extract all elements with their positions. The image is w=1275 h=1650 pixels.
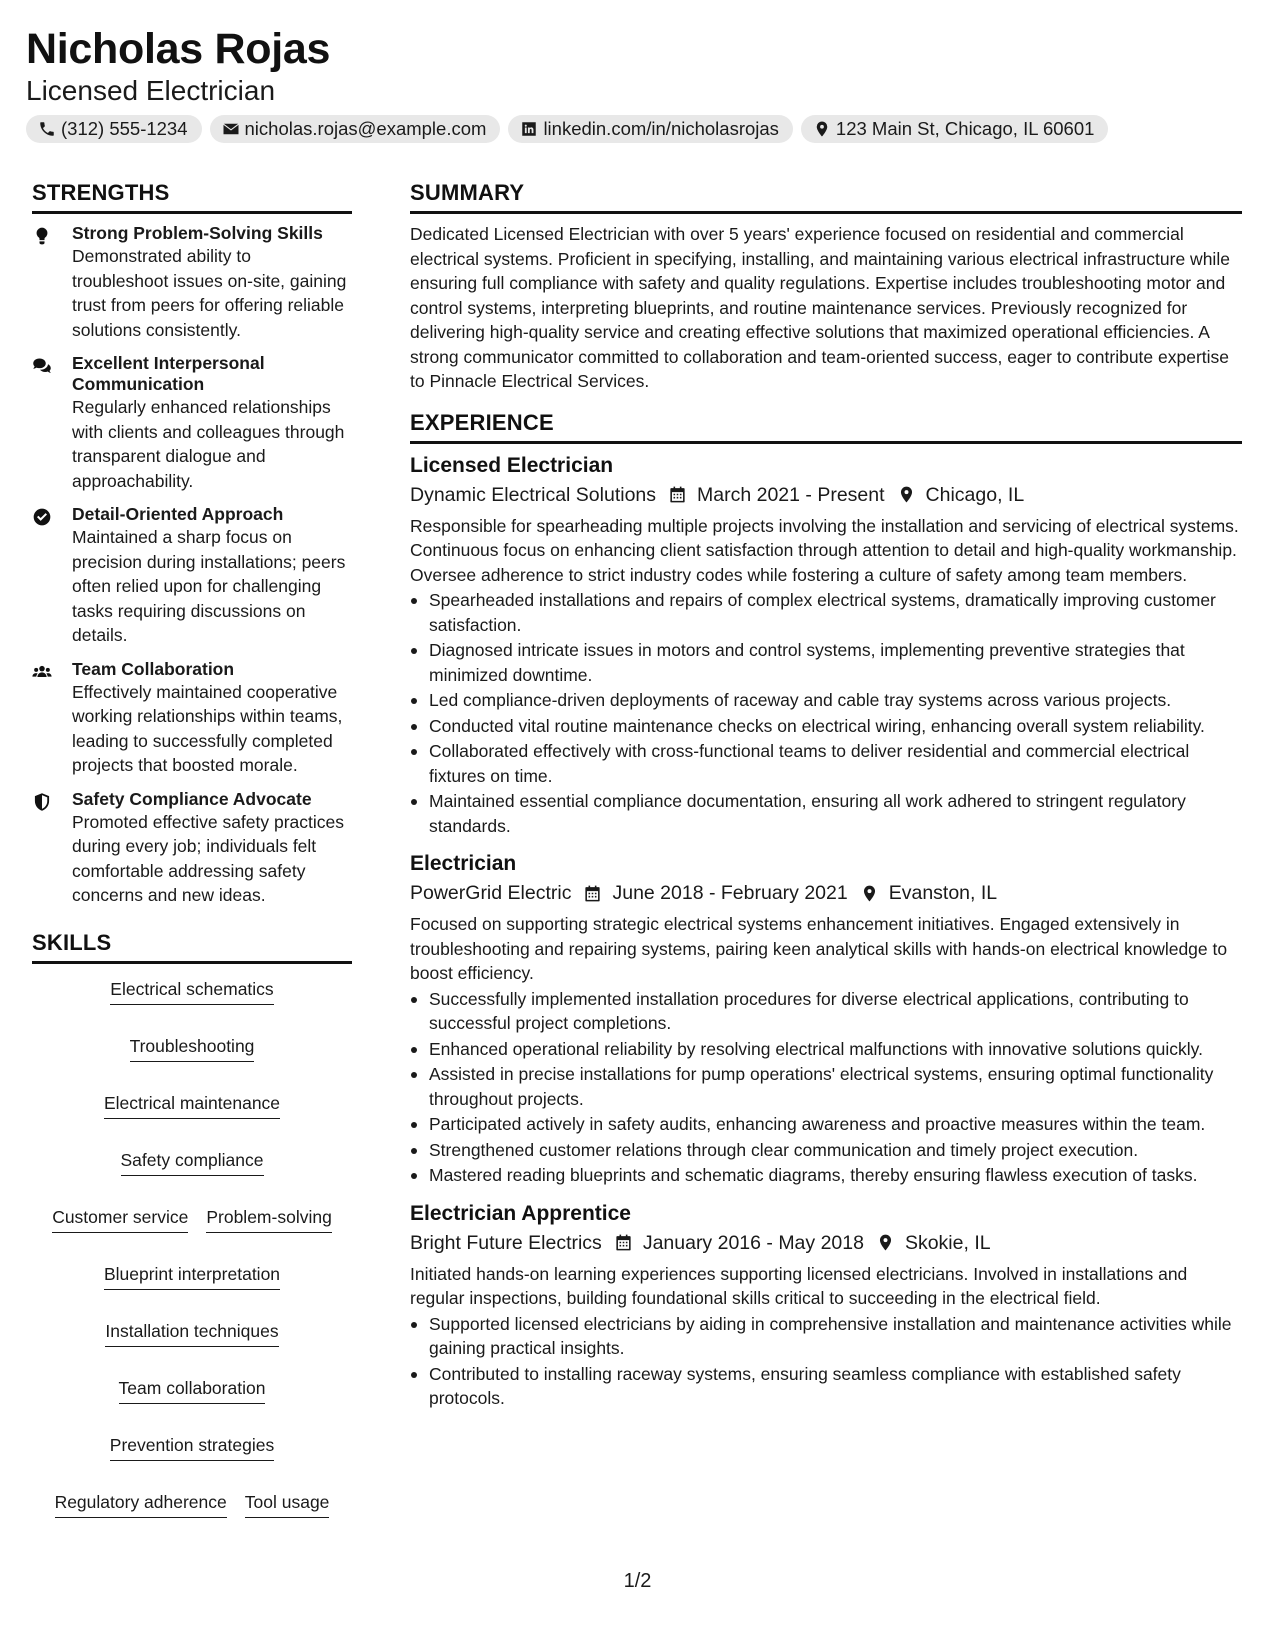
job-description: Initiated hands-on learning experiences supporting licensed electricians. Involved in installations and regular inspections, building foundational skills critical to succeeding in the electrical field.: [410, 1263, 1188, 1308]
experience-entry: [410, 1200, 1242, 1411]
strengths-list: [32, 223, 352, 908]
left-column: [32, 178, 352, 1518]
contact-address-text: 123 Main St, Chicago, IL 60601: [835, 118, 1095, 139]
job-meta: [410, 480, 1242, 510]
job-bullet: Supported licensed electricians by aiding in comprehensive installation and maintenance activities while gaining practical insights.: [410, 1312, 1242, 1361]
location-pin-icon: [813, 120, 831, 138]
linkedin-icon: [520, 120, 538, 138]
job-role: Electrician Apprentice: [410, 1201, 631, 1225]
strength-item: [32, 353, 352, 493]
check-circle-icon: [32, 507, 52, 527]
strength-title: Detail-Oriented Approach: [72, 504, 284, 524]
skill-tag: Safety compliance: [121, 1149, 264, 1176]
job-dates: June 2018 - February 2021: [612, 882, 848, 904]
candidate-name: Nicholas Rojas: [26, 25, 331, 73]
location-pin-icon: [860, 884, 879, 903]
job-dates: January 2016 - May 2018: [642, 1231, 864, 1254]
contact-address[interactable]: [801, 115, 1109, 143]
job-bullet: Strengthened customer relations through clear communication and timely project execution.: [410, 1138, 1242, 1163]
strength-description: Effectively maintained cooperative working relationships within teams, leading to successfully completed projects that boosted morale.: [72, 681, 343, 775]
experience-entry: [410, 452, 1242, 839]
strength-description: Demonstrated ability to troubleshoot issues on-site, gaining trust from peers for offering reliable solutions consistently.: [72, 246, 347, 340]
strength-item: [32, 223, 352, 342]
job-bullet: Enhanced operational reliability by resolving electrical malfunctions with innovative solutions quickly.: [410, 1037, 1242, 1062]
contact-email-text: nicholas.rojas@example.com: [244, 118, 487, 139]
page-number: 1/2: [623, 1570, 652, 1592]
job-bullet: Led compliance-driven deployments of raceway and cable tray systems across various projects.: [410, 688, 1242, 713]
contact-linkedin[interactable]: [508, 115, 792, 143]
skill-tag: Tool usage: [245, 1491, 330, 1518]
job-bullets: [410, 987, 1242, 1188]
comments-icon: [32, 356, 52, 376]
job-dates: March 2021 - Present: [697, 483, 885, 506]
job-bullet: Diagnosed intricate issues in motors and control systems, implementing preventive strategies that minimized downtime.: [410, 638, 1242, 687]
contact-linkedin-text: linkedin.com/in/nicholasrojas: [543, 118, 779, 139]
strengths-heading: STRENGTHS: [32, 178, 352, 214]
experience-heading: EXPERIENCE: [410, 408, 1242, 444]
job-bullet: Conducted vital routine maintenance checks on electrical wiring, enhancing overall system reliability.: [410, 714, 1242, 739]
contact-phone[interactable]: [26, 115, 202, 143]
job-description: Responsible for spearheading multiple projects involving the installation and servicing of electrical systems. Continuous focus on enhancing client satisfaction through attention to detail and high-quality workmanship. Oversee adherence to strict industry codes while fostering a culture of safety among team members.: [410, 515, 1239, 585]
right-column: [410, 178, 1242, 1411]
location-pin-icon: [876, 1233, 895, 1252]
summary-text: Dedicated Licensed Electrician with over 5 years' experience focused on residential and commercial electrical systems. Proficient in specifying, installing, and maintaining various electrical infrastructure while ensuring full compliance with safety and quality regulations. Expertise includes troubleshooting motor and control systems, interpreting blueprints, and routine maintenance services. Previously recognized for delivering high-quality service and creating effective solutions that maximized operational efficiencies. A strong communicator committed to collaboration and team-oriented success, eager to contribute expertise to Pinnacle Electrical Services.: [410, 224, 1230, 391]
skill-tag: Installation techniques: [105, 1320, 278, 1347]
strength-title: Team Collaboration: [72, 658, 235, 679]
skill-tag: Team collaboration: [119, 1377, 266, 1404]
skill-tag: Regulatory adherence: [55, 1491, 227, 1518]
strength-item: [32, 659, 352, 778]
job-bullet: Mastered reading blueprints and schematic diagrams, thereby ensuring flawless execution of tasks.: [410, 1163, 1242, 1188]
location-pin-icon: [897, 485, 916, 504]
strength-item: [32, 504, 352, 648]
job-description: Focused on supporting strategic electrical systems enhancement initiatives. Engaged extensively in troubleshooting and repairing systems, pairing keen analytical skills with hands-on electrical knowledge to boost efficiency.: [410, 914, 1228, 983]
job-location: Skokie, IL: [904, 1231, 991, 1254]
job-bullet: Maintained essential compliance documentation, ensuring all work adhered to stringent regulatory standards.: [410, 789, 1242, 838]
job-bullet: Spearheaded installations and repairs of complex electrical systems, dramatically improving customer satisfaction.: [410, 588, 1242, 637]
job-bullet: Contributed to installing raceway systems, ensuring seamless compliance with established safety protocols.: [410, 1362, 1242, 1411]
job-company: Bright Future Electrics: [410, 1231, 602, 1254]
skill-tag: Electrical maintenance: [104, 1092, 280, 1119]
job-bullets: [410, 588, 1242, 838]
skill-tag: Customer service: [52, 1206, 188, 1233]
job-bullet: Assisted in precise installations for pump operations' electrical systems, ensuring optimal functionality throughout projects.: [410, 1062, 1242, 1111]
job-bullet: Collaborated effectively with cross-functional teams to deliver residential and commercial electrical fixtures on time.: [410, 739, 1242, 788]
skill-tag: Blueprint interpretation: [104, 1263, 280, 1290]
users-icon: [32, 662, 52, 682]
skills-list: [32, 978, 352, 1518]
job-meta: [410, 1228, 1242, 1258]
job-bullets: [410, 1312, 1242, 1411]
summary-heading: SUMMARY: [410, 178, 1242, 214]
strength-item: [32, 789, 352, 908]
contact-phone-text: (312) 555-1234: [61, 118, 188, 139]
skill-tag: Problem-solving: [206, 1206, 331, 1233]
strength-description: Regularly enhanced relationships with clients and colleagues through transparent dialogue and approachability.: [72, 397, 345, 491]
skill-tag: Prevention strategies: [110, 1434, 274, 1461]
calendar-icon: [614, 1233, 633, 1252]
job-location: Evanston, IL: [888, 882, 998, 904]
calendar-icon: [583, 884, 602, 903]
skill-tag: Troubleshooting: [130, 1035, 255, 1062]
phone-icon: [38, 120, 56, 138]
job-company: Dynamic Electrical Solutions: [410, 483, 657, 506]
strength-description: Maintained a sharp focus on precision during installations; peers often relied upon for challenging tasks requiring discussions on details.: [72, 527, 346, 645]
skill-tag: Electrical schematics: [110, 978, 273, 1005]
job-role: Licensed Electrician: [410, 453, 614, 477]
candidate-title: Licensed Electrician: [26, 75, 276, 106]
experience-entry: [410, 850, 1242, 1188]
job-company: PowerGrid Electric: [410, 882, 572, 904]
job-location: Chicago, IL: [925, 483, 1025, 506]
strength-title: Strong Problem-Solving Skills: [72, 223, 323, 243]
strength-title: Safety Compliance Advocate: [72, 788, 312, 809]
job-role: Electrician: [410, 852, 517, 875]
skills-heading: SKILLS: [32, 928, 352, 964]
shield-icon: [32, 792, 52, 812]
job-bullet: Participated actively in safety audits, enhancing awareness and proactive measures within the team.: [410, 1112, 1242, 1137]
lightbulb-icon: [32, 226, 52, 246]
contact-bar: [26, 115, 1249, 143]
strength-title: Excellent Interpersonal Communication: [72, 353, 265, 394]
job-bullet: Successfully implemented installation procedures for diverse electrical applications, contributing to successful project completions.: [410, 987, 1242, 1036]
strength-description: Promoted effective safety practices during every job; individuals felt comfortable addressing safety concerns and new ideas.: [72, 811, 345, 905]
envelope-icon: [222, 120, 240, 138]
calendar-icon: [668, 485, 687, 504]
job-meta: [410, 878, 1242, 908]
contact-email[interactable]: [210, 115, 501, 143]
